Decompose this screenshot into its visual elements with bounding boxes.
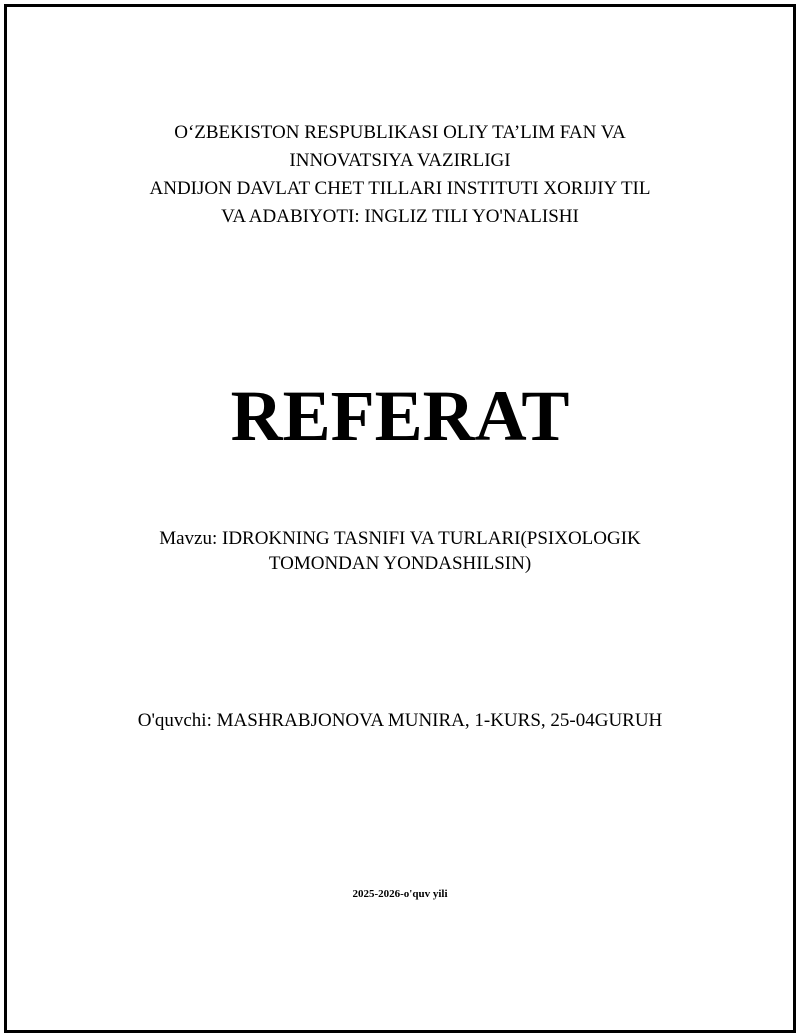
header-line-ministry-2: INNOVATSIYA VAZIRLIGI xyxy=(289,150,511,171)
document-title: REFERAT xyxy=(230,376,570,456)
institution-header xyxy=(0,119,800,231)
academic-year: 2025-2026-o'quv yili xyxy=(352,888,448,900)
header-line-ministry-1: O‘ZBEKISTON RESPUBLIKASI OLIY TA’LIM FAN VA xyxy=(174,122,626,143)
topic-line-2: TOMONDAN YONDASHILSIN) xyxy=(268,553,532,574)
header-line-institute-2: VA ADABIYOTI: INGLIZ TILI YO'NALISHI xyxy=(221,206,579,227)
header-line-institute-1: ANDIJON DAVLAT CHET TILLARI INSTITUTI XORIJIY TIL xyxy=(149,178,651,199)
student-info: O'quvchi: MASHRABJONOVA MUNIRA, 1-KURS, 25-04GURUH xyxy=(137,710,663,731)
topic-line-1: Mavzu: IDROKNING TASNIFI VA TURLARI(PSIXOLOGIK xyxy=(159,528,641,549)
topic-block xyxy=(0,526,800,576)
